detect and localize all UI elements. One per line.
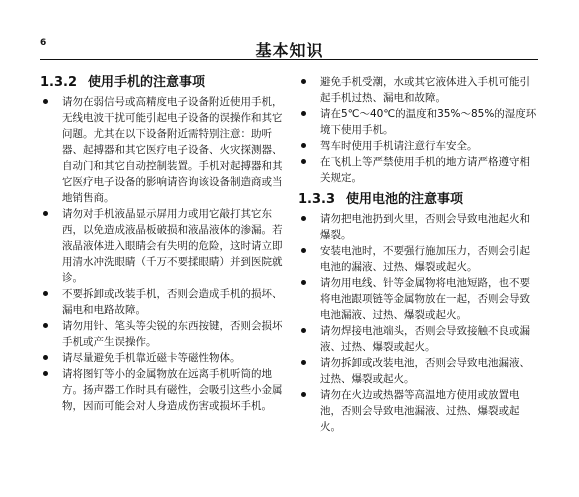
list-item [298,243,540,275]
list-item [40,206,286,286]
bullet-icon [43,371,48,376]
list-item [298,211,540,243]
bullet-icon [301,111,306,116]
list-item-text: 避免手机受潮，水或其它液体进入手机可能引起手机过热、漏电和故障。 [320,76,530,104]
bullet-icon [43,99,48,104]
bullet-icon [43,355,48,360]
list-item [298,138,540,154]
list-item [298,355,540,387]
left-column [40,74,286,414]
list-item-text: 安装电池时，不要强行施加压力，否则会引起电池的漏液、过热、爆裂或起火。 [320,245,530,273]
list-item [298,154,540,186]
bullet-icon [301,280,306,285]
bullet-icon [43,323,48,328]
list-item-text: 不要拆卸或改装手机，否则会造成手机的损坏、漏电和电路故障。 [62,288,283,316]
list-item [298,74,540,106]
list-item [40,94,286,206]
section-number: 1.3.2 [40,75,78,90]
precaution-list [40,94,286,414]
list-item-text: 请勿拆卸或改装电池，否则会导致电池漏液、过热、爆裂或起火。 [320,357,530,385]
list-item-text: 请勿焊接电池端头，否则会导致接触不良或漏液、过热、爆裂或起火。 [320,325,530,353]
list-item [40,286,286,318]
list-item [298,275,540,323]
precaution-list-continued [298,74,540,186]
battery-precaution-list [298,211,540,435]
list-item-text: 请在5℃～40℃的温度和35%～85%的湿度环境下使用手机。 [320,108,537,136]
page-title: 基本知识 [255,41,324,60]
section-heading-1-3-2 [40,74,286,92]
list-item-text: 请勿用针、笔头等尖锐的东西按键，否则会损坏手机或产生误操作。 [62,320,283,348]
list-item [298,106,540,138]
list-item [40,366,286,414]
list-item-text: 请勿对手机液晶显示屏用力或用它敲打其它东西，以免造成液晶板破损和液晶液体的渗漏。若液晶液体进入眼睛会有失明的危险，这时请立即用清水冲洗眼睛（千万不要揉眼睛）并到医院就诊。 [62,208,283,284]
section-number: 1.3.3 [298,192,336,207]
bullet-icon [301,159,306,164]
list-item-text: 驾车时使用手机请注意行车安全。 [320,140,478,152]
bullet-icon [301,216,306,221]
list-item-text: 请将图钉等小的金属物放在远离手机听筒的地方。扬声器工作时具有磁性，会吸引这些小金属物，因而可能会对人身造成伤害或损坏手机。 [62,368,283,412]
section-title: 使用电池的注意事项 [346,192,464,207]
bullet-icon [301,392,306,397]
page-number: 6 [40,38,47,48]
list-item-text: 在飞机上等严禁使用手机的地方请严格遵守相关规定。 [320,156,530,184]
list-item [40,318,286,350]
section-title: 使用手机的注意事项 [88,75,206,90]
list-item [298,323,540,355]
list-item [40,350,286,366]
bullet-icon [43,291,48,296]
header-divider [40,59,538,60]
list-item [298,387,540,435]
bullet-icon [43,211,48,216]
section-heading-1-3-3 [298,191,540,209]
bullet-icon [301,328,306,333]
bullet-icon [301,143,306,148]
list-item-text: 请尽量避免手机靠近磁卡等磁性物体。 [62,352,241,364]
list-item-text: 请勿把电池扔到火里，否则会导致电池起火和爆裂。 [320,213,530,241]
right-column [298,74,540,435]
list-item-text: 请勿在弱信号或高精度电子设备附近使用手机，无线电波干扰可能引起电子设备的误操作和其它问题。尤其在以下设备附近需特别注意：助听器、起搏器和其它医疗电子设备、火灾探测器、自动门和其它自动控制装置。手机对起搏器和其它医疗电子设备的影响请咨询该设备制造商或当地销售商。 [62,96,283,204]
bullet-icon [301,248,306,253]
list-item-text: 请勿在火边或热器等高温地方使用或放置电池，否则会导致电池漏液、过热、爆裂或起火。 [320,389,520,433]
bullet-icon [301,79,306,84]
list-item-text: 请勿用电线、针等金属物将电池短路，也不要将电池跟项链等金属物放在一起，否则会导致电池漏液、过热、爆裂或起火。 [320,277,530,321]
bullet-icon [301,360,306,365]
